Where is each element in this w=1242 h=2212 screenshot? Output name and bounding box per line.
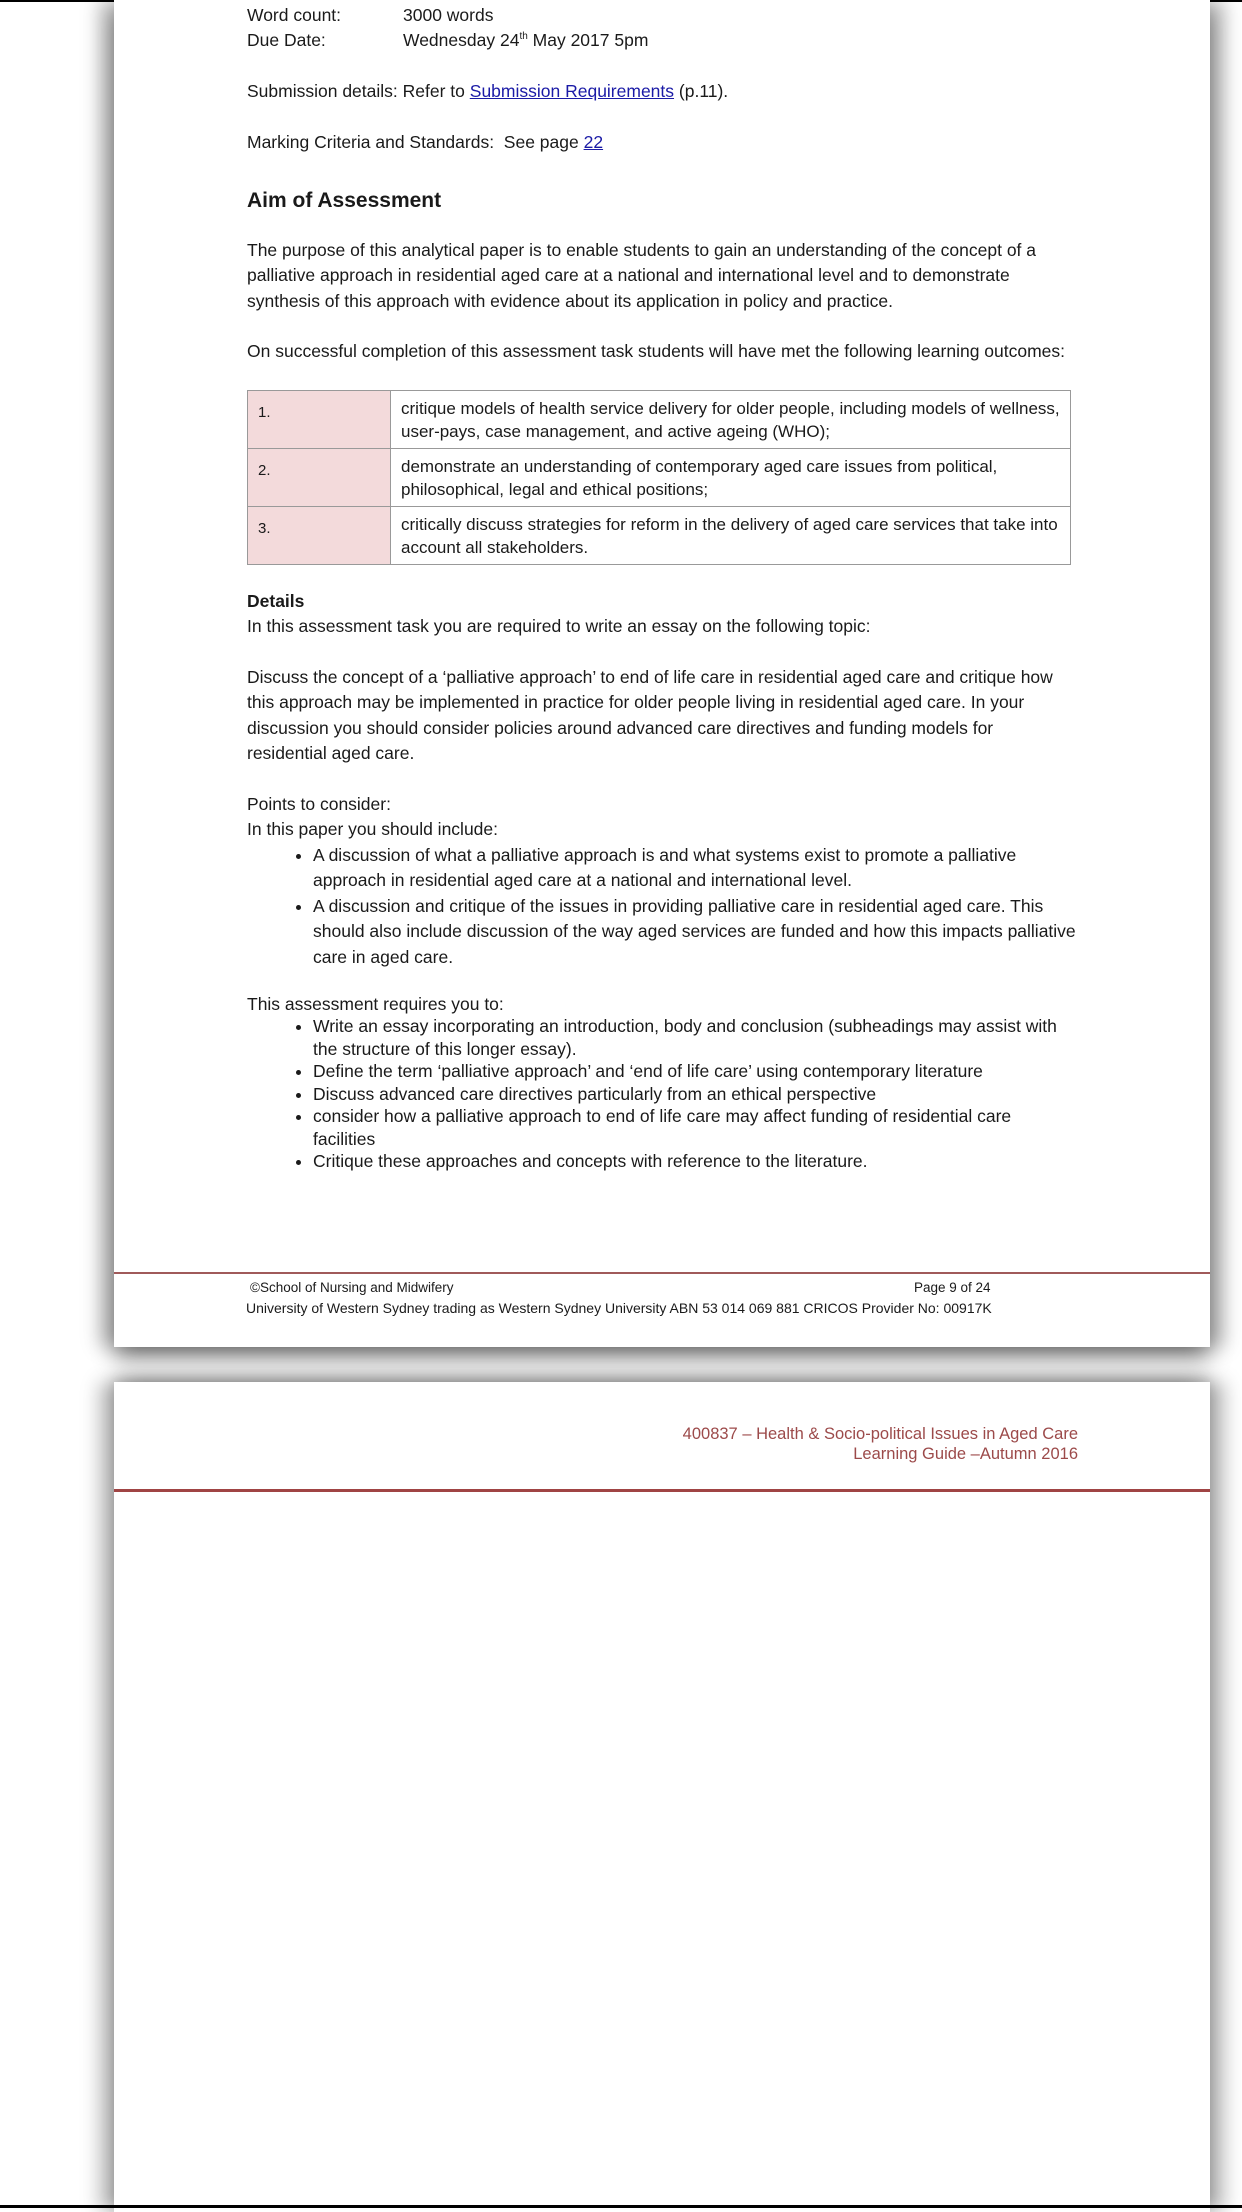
details-intro: In this assessment task you are required to write an essay on the following topic: [247,616,871,636]
word-count-value: 3000 words [403,5,494,25]
marking-criteria: Marking Criteria and Standards: See page 22 [247,131,604,152]
header-divider [114,1489,1210,1492]
marking-page-link[interactable]: 22 [583,131,604,152]
points-intro: In this paper you should include: [247,819,498,839]
details-heading: Details [247,590,305,611]
aim-paragraph: The purpose of this analytical paper is to enable students to gain an understanding of the concept of a palliative approach in residential aged care at a national and international level and to demonstrate synthesis of this approach with evidence about its application in policy and practice. [247,239,1037,311]
due-date-value: Wednesday 24th May 2017 5pm [403,30,649,50]
outcome-text: critically discuss strategies for reform in the delivery of aged care services that take into account all stakeholders. [391,506,1071,564]
course-title: 400837 – Health & Socio-political Issues in Aged Care [682,1425,1078,1443]
points-list [247,843,1077,971]
table-row [248,390,1071,448]
word-count-label: Word count: [247,5,342,25]
word-count-row [247,3,1077,28]
outcome-text: demonstrate an understanding of contemporary aged care issues from political, philosophical, legal and ethical positions; [391,448,1071,506]
page-content [247,3,1077,1173]
page-header [683,1424,1078,1464]
list-item: • consider how a palliative approach to end of life care may affect funding of residential care facilities [313,1105,1077,1150]
document-page-9 [114,0,1210,1347]
points-heading: Points to consider: [247,793,391,814]
guide-title: Learning Guide –Autumn 2016 [853,1445,1078,1463]
outcome-number: 2. [248,448,391,506]
outcome-number: 3. [248,506,391,564]
outcomes-intro: On successful completion of this assessment task students will have met the following learning outcomes: [247,341,1066,361]
requirements-heading: This assessment requires you to: [247,994,504,1014]
list-item: • A discussion and critique of the issues in providing palliative care in residential aged care. This should also include discussion of the way aged services are funded and how this impacts palliative care in aged care. [313,894,1077,971]
learning-outcomes-table [247,390,1071,565]
footer-university: University of Western Sydney trading as Western Sydney University ABN 53 014 069 881 CRICOS Provider No: 00917K [246,1300,992,1316]
list-item: • Critique these approaches and concepts with reference to the literature. [313,1150,1077,1173]
footer-school: ©School of Nursing and Midwifery [250,1280,454,1295]
document-page-10 [114,1382,1210,2212]
submission-details: Submission details: Refer to Submission Requirements (p.11). [247,81,729,101]
list-item: • A discussion of what a palliative approach is and what systems exist to promote a palliative approach in residential aged care at a national and international level. [313,843,1077,894]
footer-page-number: Page 9 of 24 [914,1280,991,1295]
table-row [248,506,1071,564]
outcome-number: 1. [248,390,391,448]
aim-heading: Aim of Assessment [247,189,442,212]
list-item: • Discuss advanced care directives particularly from an ethical perspective [313,1083,1077,1106]
table-row [248,448,1071,506]
submission-requirements-link[interactable]: Submission Requirements [469,81,675,101]
list-item: • Define the term ‘palliative approach’ and ‘end of life care’ using contemporary literature [313,1060,1077,1083]
outcome-text: critique models of health service delivery for older people, including models of wellness, user-pays, case management, and active ageing (WHO); [391,390,1071,448]
list-item: • Write an essay incorporating an introduction, body and conclusion (subheadings may assist with the structure of this longer essay). [313,1015,1077,1060]
requirements-list [247,1015,1077,1173]
due-date-label: Due Date: [247,30,326,50]
essay-topic: Discuss the concept of a ‘palliative approach’ to end of life care in residential aged care and critique how this approach may be implemented in practice for older people living in residential aged care. In your discussion you should consider policies around advanced care directives and funding models for residential aged care. [247,666,1053,763]
due-date-row [247,28,1077,53]
footer-divider [114,1272,1210,1274]
